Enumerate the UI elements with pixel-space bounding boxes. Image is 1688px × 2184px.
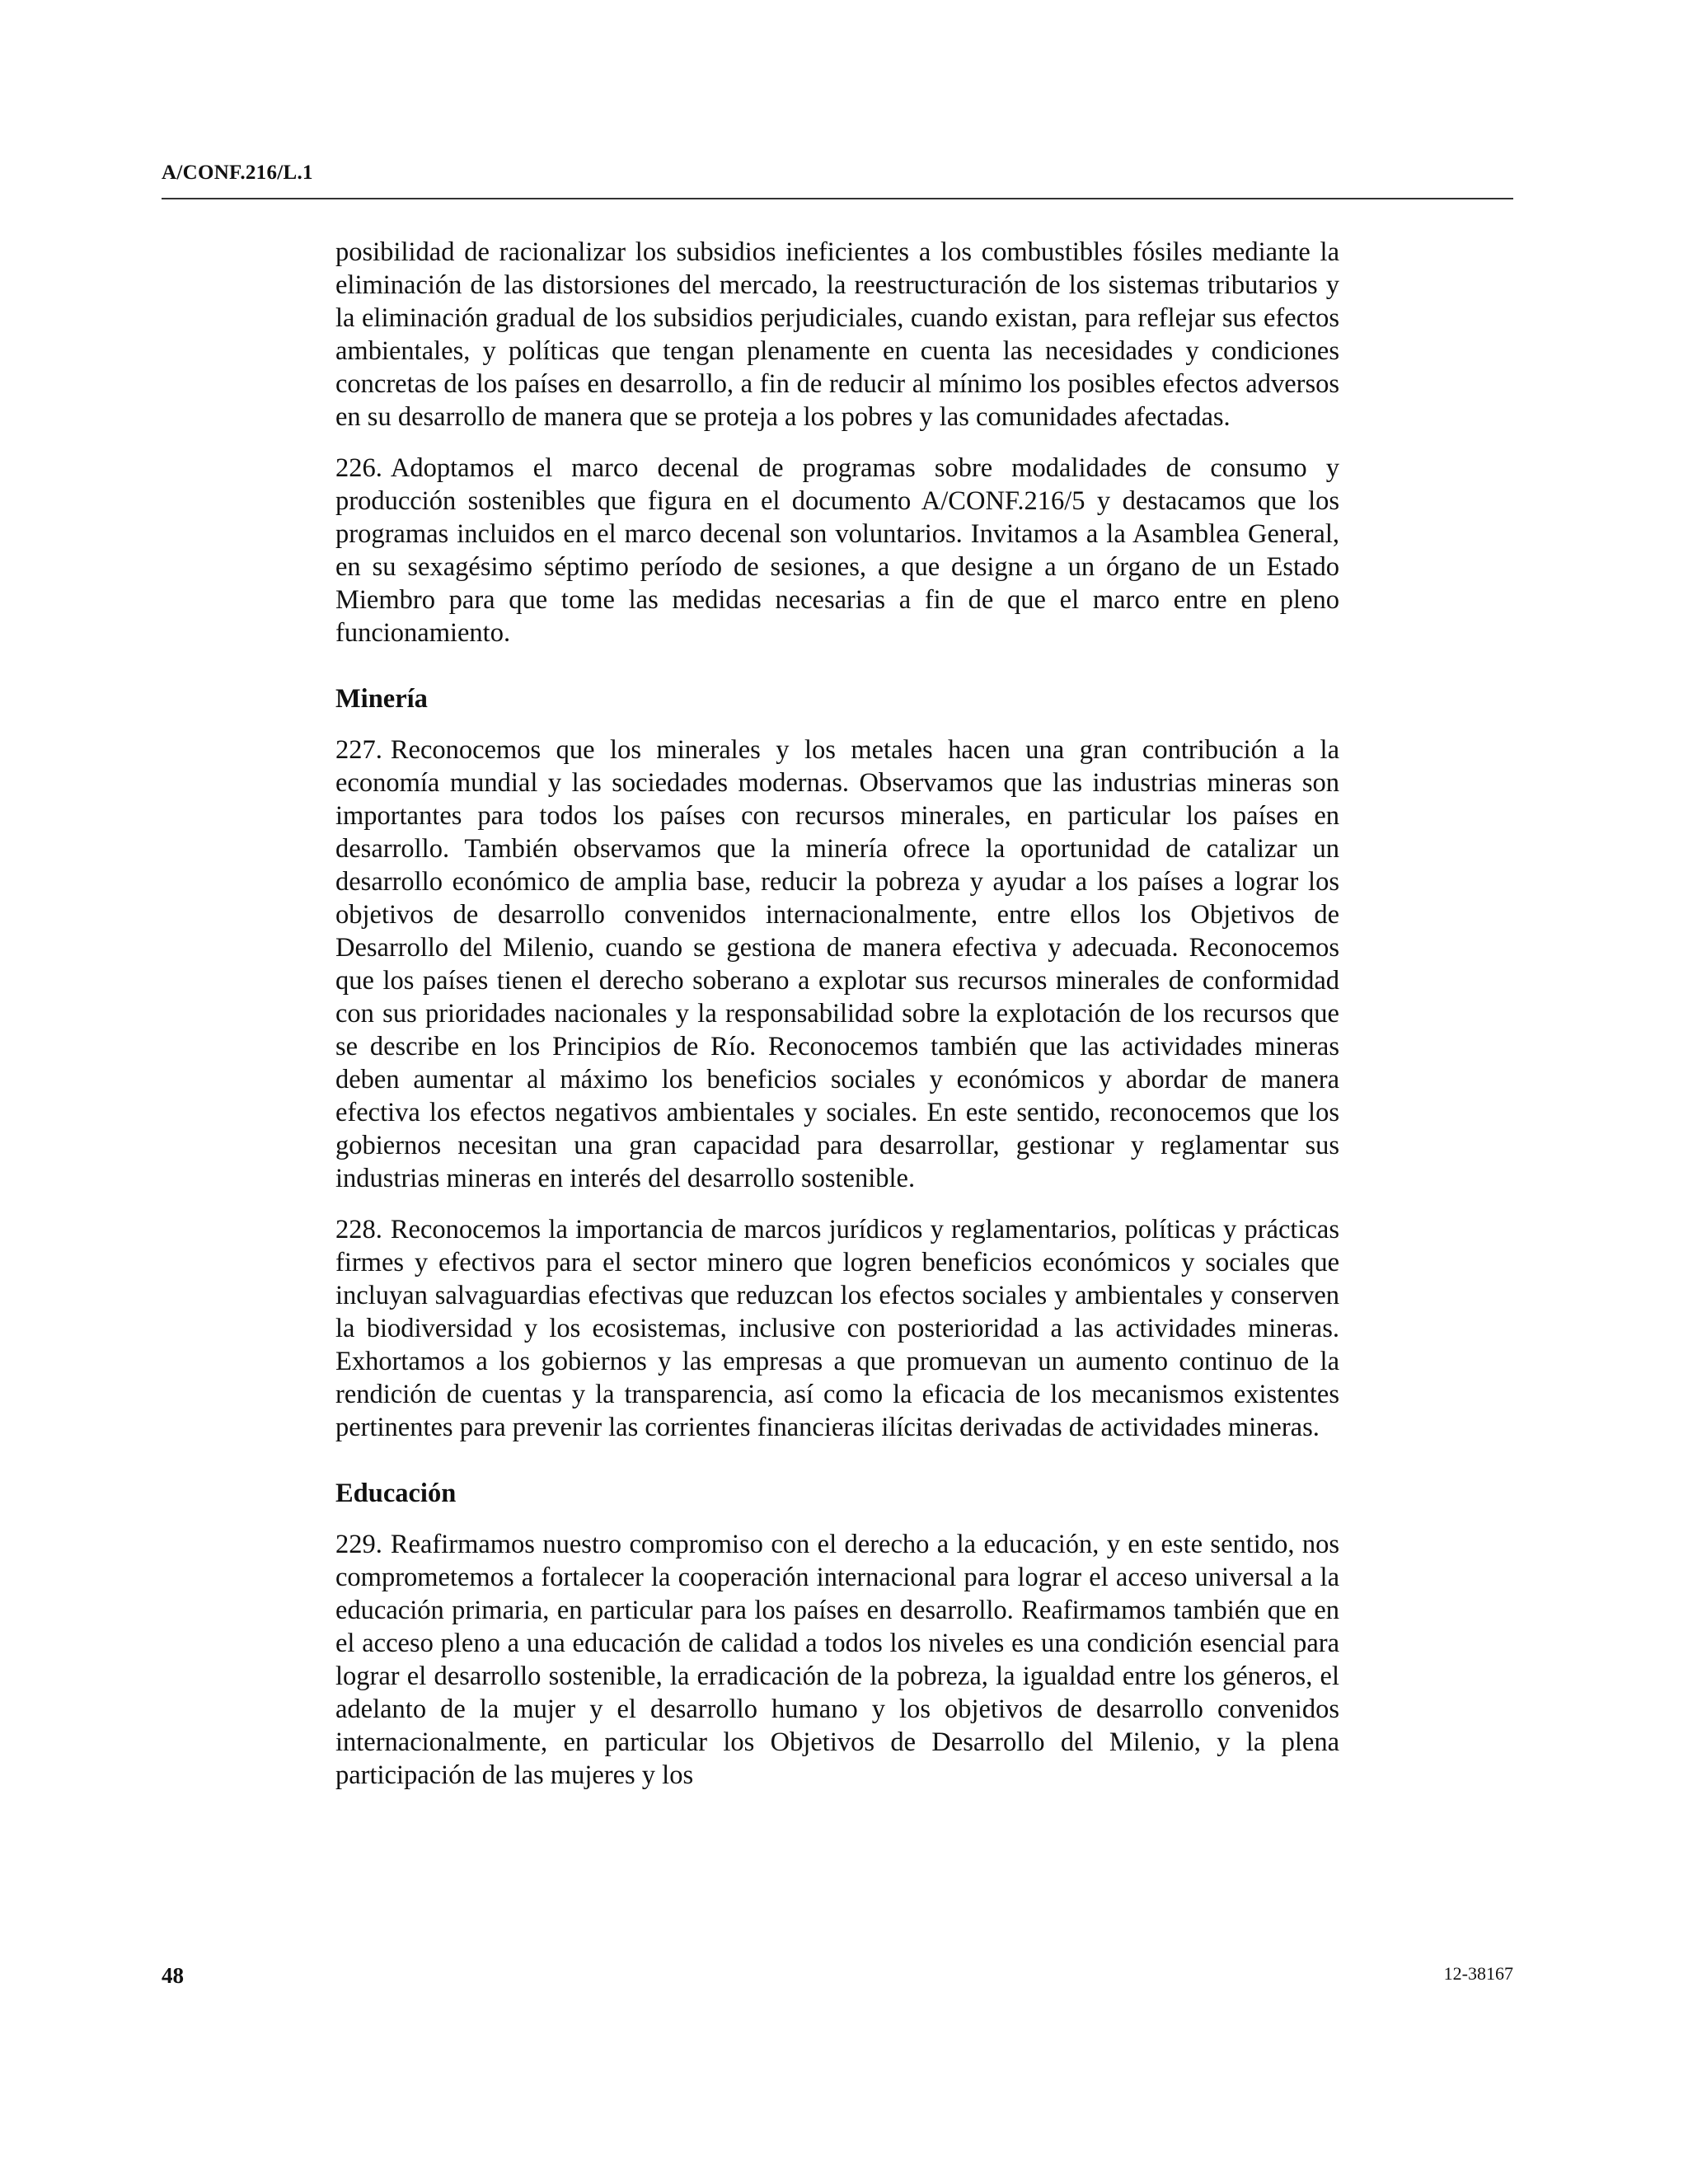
paragraph-225-continuation	[335, 236, 1339, 434]
paragraph-229	[335, 1528, 1339, 1792]
document-body	[335, 236, 1339, 1810]
paragraph-number: 228.	[335, 1215, 382, 1244]
paragraph-228	[335, 1213, 1339, 1444]
document-symbol: A/CONF.216/L.1	[162, 162, 313, 184]
section-heading-educacion: Educación	[335, 1479, 457, 1508]
paragraph-227	[335, 733, 1339, 1195]
page-number: 48	[162, 1963, 184, 1988]
section-heading-mineria: Minería	[335, 684, 428, 714]
paragraph-number: 227.	[335, 735, 382, 765]
paragraph-text: Reafirmamos nuestro compromiso con el derecho a la educación, y en este sentido, nos comprometemos a fortalecer la cooperación internacional para lograr el acceso universal a la educación primaria, en particular para los países en desarrollo. Reafirmamos también que en el acceso pleno a una educación de calidad a todos los niveles es una condición esencial para lograr el desarrollo sostenible, la erradicación de la pobreza, la igualdad entre los géneros, el adelanto de la mujer y el desarrollo humano y los objetivos de desarrollo convenidos internacionalmente, en particular los Objetivos de Desarrollo del Milenio, y la plena participación de las mujeres y los	[335, 1530, 1339, 1790]
paragraph-text: posibilidad de racionalizar los subsidios ineficientes a los combustibles fósiles mediante la eliminación de las distorsiones del mercado, la reestructuración de los sistemas tributarios y la eliminación gradual de los subsidios perjudiciales, cuando existan, para reflejar sus efectos ambientales, y políticas que tengan plenamente en cuenta las necesidades y condiciones concretas de los países en desarrollo, a fin de reducir al mínimo los posibles efectos adversos en su desarrollo de manera que se proteja a los pobres y las comunidades afectadas.	[335, 237, 1339, 432]
page-footer	[162, 1963, 1513, 1996]
paragraph-text: Adoptamos el marco decenal de programas sobre modalidades de consumo y producción sostenibles que figura en el documento A/CONF.216/5 y destacamos que los programas incluidos en el marco decenal son voluntarios. Invitamos a la Asamblea General, en su sexagésimo séptimo período de sesiones, a que designe a un órgano de un Estado Miembro para que tome las medidas necesarias a fin de que el marco entre en pleno funcionamiento.	[335, 453, 1339, 648]
page-header	[162, 162, 1513, 199]
paragraph-number: 229.	[335, 1530, 382, 1559]
paragraph-text: Reconocemos la importancia de marcos jurídicos y reglamentarios, políticas y prácticas firmes y efectivos para el sector minero que logren beneficios económicos y sociales que incluyan salvaguardias efectivas que reduzcan los efectos sociales y ambientales y conserven la biodiversidad y los ecosistemas, inclusive con posterioridad a las actividades mineras. Exhortamos a los gobiernos y las empresas a que promuevan un aumento continuo de la rendición de cuentas y la transparencia, así como la eficacia de los mecanismos existentes pertinentes para prevenir las corrientes financieras ilícitas derivadas de actividades mineras.	[335, 1215, 1339, 1442]
paragraph-number: 226.	[335, 453, 382, 483]
paragraph-226	[335, 452, 1339, 649]
paragraph-text: Reconocemos que los minerales y los metales hacen una gran contribución a la economía mundial y las sociedades modernas. Observamos que las industrias mineras son importantes para todos los países con recursos minerales, en particular los países en desarrollo. También observamos que la minería ofrece la oportunidad de catalizar un desarrollo económico de amplia base, reducir la pobreza y ayudar a los países a lograr los objetivos de desarrollo convenidos internacionalmente, entre ellos los Objetivos de Desarrollo del Milenio, cuando se gestiona de manera efectiva y adecuada. Reconocemos que los países tienen el derecho soberano a explotar sus recursos minerales de conformidad con sus prioridades nacionales y la responsabilidad sobre la explotación de los recursos que se describe en los Principios de Río. Reconocemos también que las actividades mineras deben aumentar al máximo los beneficios sociales y económicos y abordar de manera efectiva los efectos negativos ambientales y sociales. En este sentido, reconocemos que los gobiernos necesitan una gran capacidad para desarrollar, gestionar y reglamentar sus industrias mineras en interés del desarrollo sostenible.	[335, 735, 1339, 1193]
document-code: 12-38167	[1443, 1963, 1513, 1984]
